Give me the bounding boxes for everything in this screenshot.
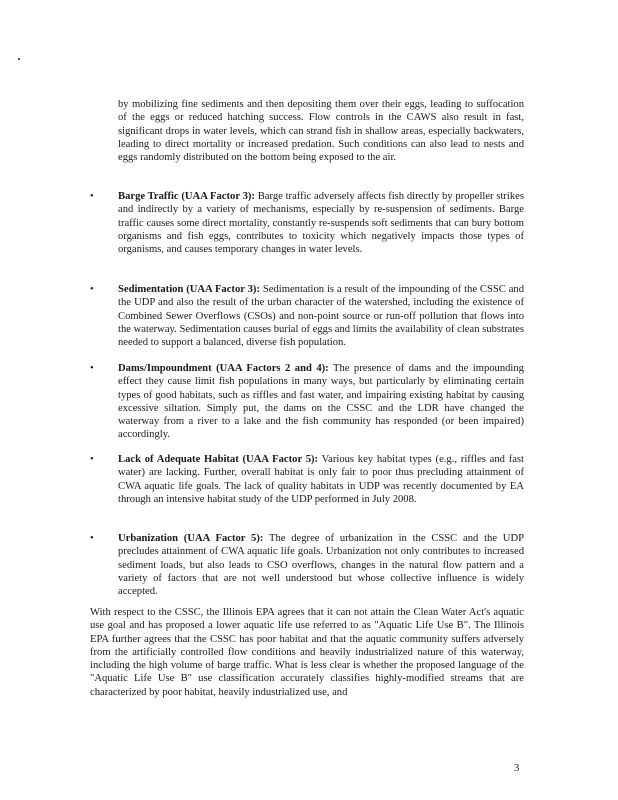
bullet-dot: •: [90, 363, 94, 374]
bullet-text: The degree of urbanization in the CSSC and the UDP precludes attainment of CWA aquatic life goals. Urbanization not only contributes to increased sediment loads, but also leads to CSO overflows, changes in the natural flow pattern and a variety of factors that are not well understood but whose collective influence is widely accepted.: [118, 533, 524, 598]
bullet-text: Sedimentation is a result of the impounding of the CSSC and the UDP and also the result of the urban character of the watershed, including the existence of Combined Sewer Overflows (CSOs) and non-point source or run-off pollution that flows into the waterway. Sedimentation causes burial of eggs and limits the availability of clean substrates needed to support a balanced, diverse fish population.: [118, 284, 524, 349]
bullet-body: [118, 453, 524, 506]
page-number: 3: [514, 763, 520, 774]
bullet-dot: •: [90, 533, 94, 544]
bullet-text: Barge traffic adversely affects fish directly by propeller strikes and indirectly by a variety of mechanisms, especially by re-suspension of sediments. Barge traffic causes some direct mortality, constantly re-suspends soft sediments that can bury bottom organisms and fish eggs, contributes to toxicity which negatively impacts those types of organisms, and causes temporary changes in water levels.: [118, 191, 524, 256]
bullet-dot: •: [90, 191, 94, 202]
bullet-heading: Lack of Adequate Habitat (UAA Factor 5):: [118, 454, 319, 465]
bullet-body: [118, 190, 524, 256]
bullet-dot: •: [90, 284, 94, 295]
bullet-heading: Urbanization (UAA Factor 5):: [118, 533, 264, 544]
bullet-text: The presence of dams and the impounding effect they cause limit fish populations in many ways, but particularly by eliminating certain types of good habitats, such as riffles and fast water, and impairing existing habitat by causing excessive siltation. Simply put, the dams on the CSSC and the LDR have changed the waterway from a river to a lake and the fish community has responded (or been impaired) accordingly.: [118, 363, 524, 441]
bullet-heading: Dams/Impoundment (UAA Factors 2 and 4):: [118, 363, 329, 374]
bullet-dot: •: [90, 454, 94, 465]
bullet-text: Various key habitat types (e.g., riffles and fast water) are lacking. Further, overall habitat is only fair to poor thus precluding attainment of CWA aquatic life goals. The lack of quality habitats in UDP was recently documented by EA through an intensive habitat study of the UDP performed in July 2008.: [118, 454, 525, 505]
scan-speck: [18, 58, 20, 60]
bullet-heading: Barge Traffic (UAA Factor 3):: [118, 191, 255, 202]
bullet-body: [118, 283, 524, 349]
bullet-body: [118, 532, 524, 598]
continuation-paragraph: by mobilizing fine sediments and then depositing them over their eggs, leading to suffocation of the eggs or reduced hatching success. Flow controls in the CAWS also result in fast, significant drops in water levels, which can strand fish in shallow areas, especially backwaters, leading to direct mortality or increased predation. Such conditions can also lead to nests and eggs randomly distributed on the bottom being exposed to the air.: [118, 99, 524, 164]
closing-paragraph: With respect to the CSSC, the Illinois EPA agrees that it can not attain the Clean Water Act's aquatic use goal and has proposed a lower aquatic life use referred to as "Aquatic Life Use B". The Illinois EPA further agrees that the CSSC has poor habitat and that the aquatic community suffers adversely from the artificially controlled flow conditions and heavily industrialized nature of this waterway, including the high volume of barge traffic. What is less clear is whether the proposed language of the "Aquatic Life Use B" use classification accurately classifies highly-modified streams that are characterized by poor habitat, heavily industrialized use, and: [90, 607, 524, 698]
bullet-body: [118, 362, 524, 442]
bullet-heading: Sedimentation (UAA Factor 3):: [118, 284, 260, 295]
